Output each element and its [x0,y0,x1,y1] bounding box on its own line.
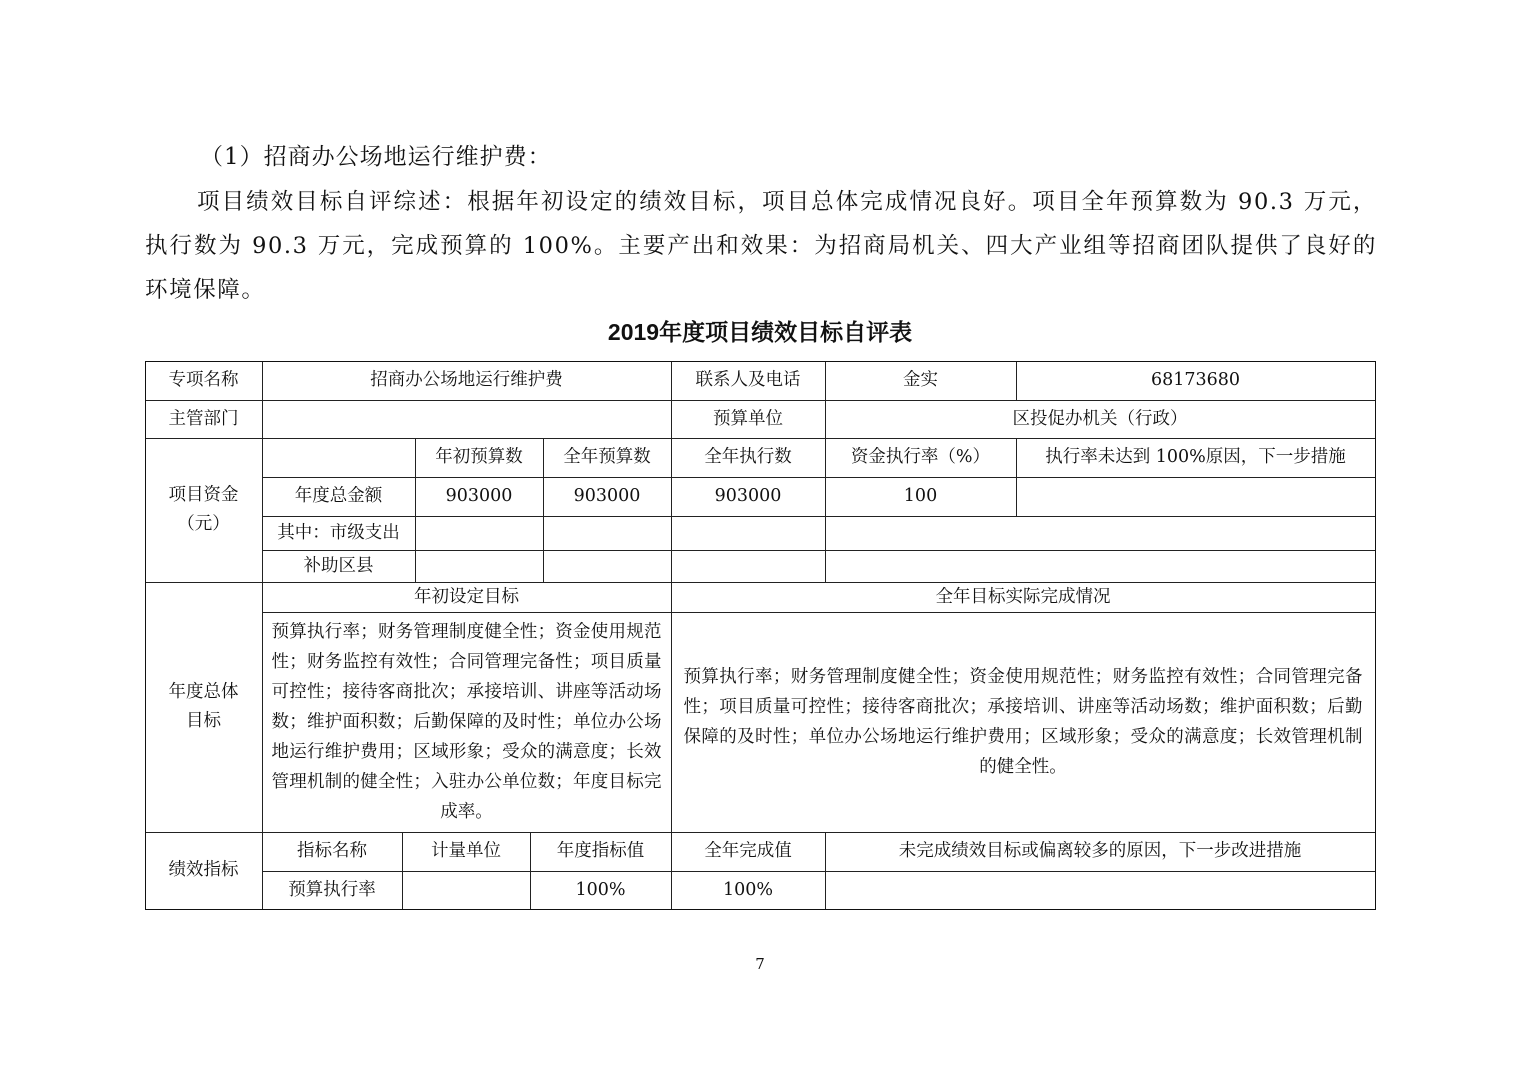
funds-label: 项目资金（元） [145,438,263,583]
funds-header-blank [262,438,416,478]
funds-cell [671,516,826,551]
perf-cell [402,871,531,910]
funds-row-label: 其中：市级支出 [262,516,416,551]
project-name: 招商办公场地运行维护费 [262,361,672,401]
funds-cell [825,550,1376,583]
goals-actual-text: 预算执行率；财务管理制度健全性；资金使用规范性；财务监控有效性；合同管理完备性；项目质量可控性；接待客商批次；承接培训、讲座等活动场数；维护面积数；后勤保障的及时性；单位办公场地运行维护费用；区域形象；受众的满意度；长效管理机制的健全性。 [671,612,1376,833]
dept-label: 主管部门 [145,400,263,439]
funds-cell: 903000 [671,477,826,517]
funds-cell [671,550,826,583]
funds-cell [415,550,544,583]
budget-unit-label: 预算单位 [671,400,826,439]
funds-cell [543,516,672,551]
perf-header: 计量单位 [402,832,531,872]
perf-header: 年度指标值 [530,832,672,872]
perf-header: 全年完成值 [671,832,826,872]
funds-cell [415,516,544,551]
section-heading: （1）招商办公场地运行维护费： [200,144,552,170]
goals-initial-text: 预算执行率；财务管理制度健全性；资金使用规范性；财务监控有效性；合同管理完备性；项目质量可控性；接待客商批次；承接培训、讲座等活动场数；维护面积数；后勤保障的及时性；单位办公场地运行维护费用；区域形象；受众的满意度；长效管理机制的健全性；入驻办公单位数；年度目标完成率。 [262,612,672,833]
perf-cell [825,871,1376,910]
goals-actual-header: 全年目标实际完成情况 [671,582,1376,613]
goals-initial-header: 年初设定目标 [262,582,672,613]
funds-cell: 100 [825,477,1017,517]
budget-unit: 区投促办机关（行政） [825,400,1376,439]
page-number: 7 [755,955,765,973]
perf-cell: 100% [671,871,826,910]
perf-header: 指标名称 [262,832,403,872]
funds-cell: 903000 [415,477,544,517]
funds-cell [1016,477,1376,517]
funds-row-label: 年度总金额 [262,477,416,517]
funds-cell [825,516,1376,551]
dept-value [262,400,672,439]
funds-cell [543,550,672,583]
contact-name: 金实 [825,361,1017,401]
funds-header: 资金执行率（%） [825,438,1017,478]
perf-cell: 预算执行率 [262,871,403,910]
funds-header: 全年执行数 [671,438,826,478]
funds-header: 年初预算数 [415,438,544,478]
funds-row-label: 补助区县 [262,550,416,583]
contact-label: 联系人及电话 [671,361,826,401]
funds-header: 全年预算数 [543,438,672,478]
summary-paragraph: 项目绩效目标自评综述：根据年初设定的绩效目标，项目总体完成情况良好。项目全年预算数为 90.3 万元，执行数为 90.3 万元，完成预算的 100%。主要产出和效果：为招商局机关、四大产业组等招商团队提供了良好的环境保障。 [145,189,1377,303]
perf-cell: 100% [530,871,672,910]
perf-header: 未完成绩效目标或偏离较多的原因，下一步改进措施 [825,832,1376,872]
goals-label: 年度总体目标 [145,582,263,833]
funds-cell: 903000 [543,477,672,517]
project-name-label: 专项名称 [145,361,263,401]
table-title: 2019年度项目绩效目标自评表 [607,319,913,345]
perf-label: 绩效指标 [145,832,263,910]
contact-phone: 68173680 [1016,361,1376,401]
funds-header: 执行率未达到 100%原因，下一步措施 [1016,438,1376,478]
